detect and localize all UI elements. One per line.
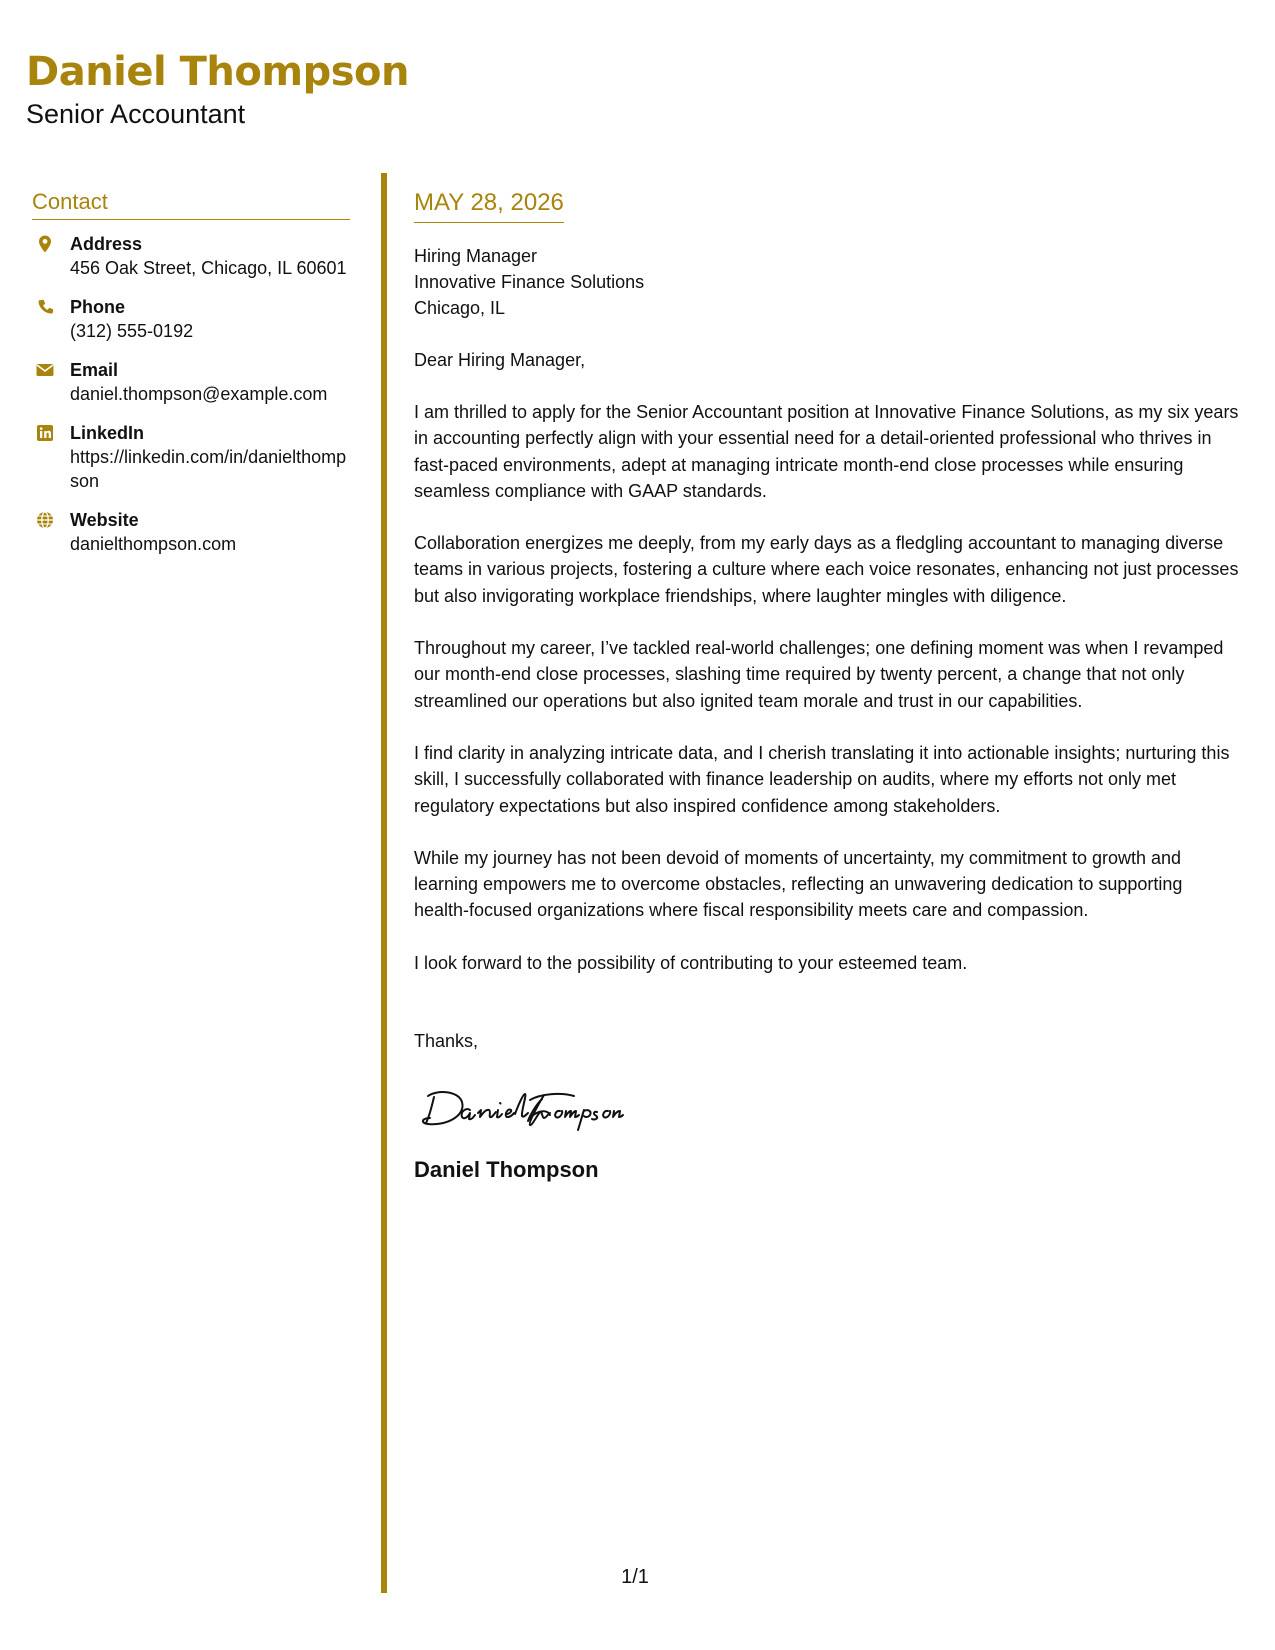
applicant-role: Senior Accountant xyxy=(26,99,246,129)
handwritten-signature xyxy=(414,1080,684,1136)
letter-paragraph: Throughout my career, I’ve tackled real-world challenges; one defining moment was when I revamped our month-end close processes, slashing time required by twenty percent, a change that not only streamlined our operations but also ignited team morale and trust in our capabilities. xyxy=(414,638,1224,711)
map-pin-icon xyxy=(35,234,55,254)
linkedin-label: LinkedIn xyxy=(70,423,145,443)
contact-item-email xyxy=(32,358,350,406)
phone-label: Phone xyxy=(70,297,126,317)
website-label: Website xyxy=(70,510,139,530)
recipient-title: Hiring Manager xyxy=(414,246,538,266)
header xyxy=(26,48,409,130)
linkedin-icon xyxy=(35,423,55,443)
email-label: Email xyxy=(70,360,119,380)
website-value: danielthompson.com xyxy=(70,534,237,554)
address-label: Address xyxy=(70,234,143,254)
salutation: Dear Hiring Manager, xyxy=(414,350,586,370)
letter-date: MAY 28, 2026 xyxy=(414,188,564,223)
contact-item-phone xyxy=(32,295,350,343)
contact-list xyxy=(32,232,350,556)
recipient-block xyxy=(414,243,1239,321)
letter-paragraph: I am thrilled to apply for the Senior Accountant position at Innovative Finance Solutions, as my six years in accounting perfectly align with your essential need for a detail-oriented professional who thrives in fast-paced environments, adept at managing intricate month-end close processes while ensuring seamless compliance with GAAP standards. xyxy=(414,402,1239,501)
contact-item-linkedin xyxy=(32,421,350,493)
phone-icon xyxy=(35,297,55,317)
applicant-name: Daniel Thompson xyxy=(26,49,409,95)
phone-value: (312) 555-0192 xyxy=(70,321,194,341)
contact-item-website xyxy=(32,508,350,556)
letter-paragraph: I find clarity in analyzing intricate data, and I cherish translating it into actionable insights; nurturing this skill, I successfully collaborated with finance leadership on audits, where my efforts not only met regulatory expectations but also inspired confidence among stakeholders. xyxy=(414,742,1230,816)
recipient-company: Innovative Finance Solutions xyxy=(414,272,645,292)
letter-paragraph: I look forward to the possibility of contributing to your esteemed team. xyxy=(414,952,968,973)
letter-paragraph: Collaboration energizes me deeply, from my early days as a fledgling accountant to managing diverse teams in various projects, fostering a culture where each voice resonates, enhancing not just processes but also invigorating workplace friendships, where laughter mingles with diligence. xyxy=(414,533,1239,606)
closing: Thanks, xyxy=(414,1031,479,1052)
signed-name: Daniel Thompson xyxy=(414,1157,599,1183)
globe-icon xyxy=(35,510,55,530)
recipient-location: Chicago, IL xyxy=(414,298,506,318)
envelope-icon xyxy=(35,360,55,380)
letter-paragraph: While my journey has not been devoid of moments of uncertainty, my commitment to growth and learning empowers me to overcome obstacles, reflecting an unwavering dedication to supporting health-focused organizations where fiscal responsibility meets care and compassion. xyxy=(414,847,1183,921)
column-divider xyxy=(381,173,387,1593)
page-number: 1/1 xyxy=(621,1566,649,1588)
email-value: daniel.thompson@example.com xyxy=(70,384,328,404)
address-value: 456 Oak Street, Chicago, IL 60601 xyxy=(70,258,347,278)
contact-heading: Contact xyxy=(32,188,350,220)
letter-body xyxy=(414,188,1239,1184)
contact-sidebar xyxy=(32,188,350,571)
linkedin-value: https://linkedin.com/in/danielthompson xyxy=(70,447,347,491)
contact-item-address xyxy=(32,232,350,280)
